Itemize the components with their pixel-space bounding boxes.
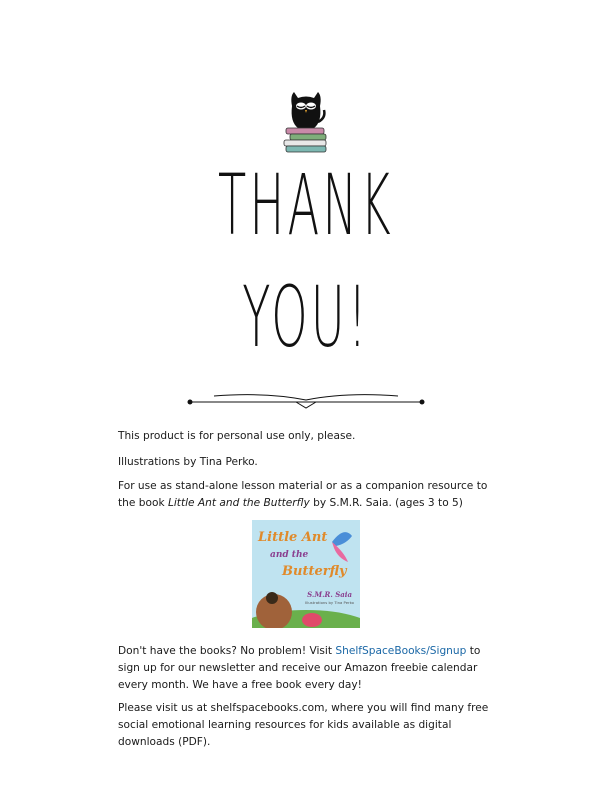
cover-illustrator: Illustrations by Tina Perko: [305, 600, 354, 605]
newsletter-text-end: to sign up for our newsletter and receive our Amazon freebie calendar every month. We have a free book every day!: [118, 645, 481, 691]
usage-description-text: [118, 478, 498, 512]
signup-link[interactable]: ShelfSpaceBooks/Signup: [335, 645, 467, 657]
newsletter-text: [118, 643, 498, 694]
cover-title-part3: Butterfly: [282, 564, 347, 579]
personal-use-text: This product is for personal use only, please.: [118, 430, 356, 442]
book-title-text: Little Ant and the Butterfly: [167, 497, 310, 509]
cover-title-part1: Little Ant: [258, 530, 328, 545]
usage-text-end: by S.M.R. Saia. (ages 3 to 5): [309, 497, 463, 509]
title-you: YOU!: [242, 268, 370, 366]
book-divider-icon: [186, 388, 426, 412]
cover-author: S.M.R. Saia: [307, 590, 352, 599]
newsletter-text-start: Don't have the books? No problem! Visit: [118, 645, 336, 657]
visit-website-text: Please visit us at shelfspacebooks.com, where you will find many free social emotional learning resources for kids available as digital downloads (PDF).: [118, 702, 489, 748]
title-thank: THANK: [218, 156, 394, 254]
owl-on-books-icon: [280, 88, 332, 158]
book-cover-image: [252, 520, 360, 628]
illustrations-credit-text: Illustrations by Tina Perko.: [118, 456, 258, 468]
cover-title-part2: and the: [270, 550, 309, 560]
usage-text-start: For use as stand-alone lesson material or as a companion resource to the book: [118, 480, 488, 509]
